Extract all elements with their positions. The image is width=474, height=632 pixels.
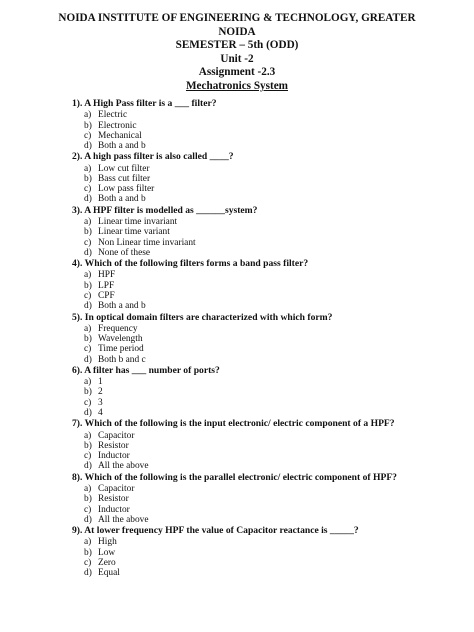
subject-title: Mechatronics System: [185, 79, 288, 92]
option-item: [72, 515, 472, 525]
option-list: [72, 110, 472, 151]
option-list: [72, 217, 472, 258]
option-item: [72, 194, 472, 204]
option-item: [72, 164, 472, 174]
option-letter: c): [84, 290, 92, 301]
option-text: Bass cut filter: [98, 173, 151, 184]
option-item: [72, 248, 472, 258]
option-list: [72, 484, 472, 525]
option-item: [72, 568, 472, 578]
option-item: [72, 291, 472, 301]
option-item: [72, 184, 472, 194]
option-text: Both a and b: [98, 194, 146, 205]
question-text: 4). Which of the following filters forms a band pass filter?: [72, 258, 309, 270]
option-text: 3: [98, 397, 103, 408]
option-list: [72, 431, 472, 472]
option-letter: c): [84, 504, 92, 515]
assignment-line: Assignment -2.3: [198, 66, 276, 79]
option-letter: d): [84, 194, 92, 205]
option-letter: b): [84, 173, 92, 184]
question-block: [72, 98, 472, 151]
question-block: [72, 151, 472, 204]
option-text: None of these: [98, 247, 151, 258]
question-text: 3). A HPF filter is modelled as ______system?: [72, 204, 258, 216]
question-block: [72, 525, 472, 578]
option-item: [72, 324, 472, 334]
question-text: 5). In optical domain filters are characterized with which form?: [72, 311, 333, 323]
option-text: LPF: [98, 280, 115, 291]
option-item: [72, 548, 472, 558]
option-item: [72, 121, 472, 131]
option-text: Resistor: [98, 494, 129, 505]
option-letter: d): [84, 354, 92, 365]
option-list: [72, 270, 472, 311]
option-item: [72, 558, 472, 568]
option-text: Low cut filter: [98, 163, 150, 174]
option-list: [72, 377, 472, 418]
option-item: [72, 431, 472, 441]
option-text: Both b and c: [98, 354, 146, 365]
option-item: [72, 408, 472, 418]
option-letter: c): [84, 184, 92, 195]
option-text: CPF: [98, 290, 115, 301]
option-text: Capacitor: [98, 430, 135, 441]
option-text: Non Linear time invariant: [98, 237, 196, 248]
question-block: [72, 472, 472, 525]
option-letter: c): [84, 451, 92, 462]
option-letter: b): [84, 387, 92, 398]
option-item: [72, 451, 472, 461]
option-item: [72, 217, 472, 227]
option-text: Both a and b: [98, 141, 146, 152]
option-letter: b): [84, 120, 92, 131]
option-text: Frequency: [98, 323, 138, 334]
option-text: 4: [98, 408, 103, 419]
option-letter: d): [84, 514, 92, 525]
question-block: [72, 365, 472, 418]
option-item: [72, 441, 472, 451]
option-text: All the above: [98, 461, 149, 472]
option-item: [72, 355, 472, 365]
option-item: [72, 110, 472, 120]
option-text: Capacitor: [98, 483, 135, 494]
document-header: [0, 12, 474, 94]
option-text: All the above: [98, 514, 149, 525]
option-text: Electric: [98, 110, 128, 121]
question-list: [72, 98, 472, 579]
option-text: Mechanical: [98, 130, 142, 141]
option-letter: a): [84, 537, 92, 548]
semester-line: SEMESTER – 5th (ODD): [175, 39, 299, 52]
option-item: [72, 398, 472, 408]
option-letter: d): [84, 247, 92, 258]
question-block: [72, 258, 472, 311]
option-text: HPF: [98, 270, 116, 281]
question-text: 7). Which of the following is the input electronic/ electric component of a HPF?: [72, 418, 395, 430]
question-block: [72, 205, 472, 258]
option-letter: d): [84, 141, 92, 152]
option-item: [72, 505, 472, 515]
question-text: 1). A High Pass filter is a ___ filter?: [72, 98, 217, 109]
institute-name: NOIDA INSTITUTE OF ENGINEERING & TECHNOLOGY, GREATER: [58, 12, 416, 24]
option-text: Linear time invariant: [98, 216, 178, 227]
option-item: [72, 301, 472, 311]
question-text: 8). Which of the following is the parallel electronic/ electric component of HPF?: [72, 471, 397, 483]
option-item: [72, 227, 472, 237]
option-letter: b): [84, 440, 92, 451]
option-item: [72, 131, 472, 141]
option-item: [72, 281, 472, 291]
unit-line: Unit -2: [220, 52, 254, 65]
question-block: [72, 418, 472, 471]
option-text: Low pass filter: [98, 184, 155, 195]
option-letter: d): [84, 461, 92, 472]
option-letter: a): [84, 270, 92, 281]
option-text: High: [98, 537, 117, 548]
option-item: [72, 387, 472, 397]
option-letter: a): [84, 430, 92, 441]
option-letter: b): [84, 494, 92, 505]
option-text: Resistor: [98, 440, 129, 451]
option-letter: b): [84, 280, 92, 291]
option-letter: a): [84, 377, 92, 388]
option-letter: a): [84, 163, 92, 174]
option-text: 2: [98, 387, 103, 398]
question-text: 6). A filter has ___ number of ports?: [72, 364, 220, 376]
option-letter: a): [84, 483, 92, 494]
option-text: Linear time variant: [98, 227, 170, 238]
option-list: [72, 537, 472, 578]
option-letter: a): [84, 323, 92, 334]
option-letter: c): [84, 344, 92, 355]
option-text: Low: [98, 547, 116, 558]
option-letter: a): [84, 216, 92, 227]
option-text: Equal: [98, 568, 120, 579]
option-text: Inductor: [98, 451, 130, 462]
option-letter: d): [84, 301, 92, 312]
option-item: [72, 537, 472, 547]
option-letter: c): [84, 237, 92, 248]
option-text: Time period: [98, 344, 144, 355]
option-letter: b): [84, 334, 92, 345]
option-item: [72, 174, 472, 184]
institute-city: NOIDA: [218, 25, 256, 38]
option-item: [72, 238, 472, 248]
option-letter: c): [84, 397, 92, 408]
option-letter: b): [84, 227, 92, 238]
option-letter: d): [84, 408, 92, 419]
option-letter: b): [84, 547, 92, 558]
question-text: 2). A high pass filter is also called ____?: [72, 151, 234, 163]
option-list: [72, 324, 472, 365]
option-item: [72, 484, 472, 494]
question-block: [72, 312, 472, 365]
option-item: [72, 141, 472, 151]
option-text: Inductor: [98, 504, 130, 515]
option-text: Zero: [98, 557, 116, 568]
option-text: Both a and b: [98, 301, 146, 312]
question-text: 9). At lower frequency HPF the value of Capacitor reactance is _____?: [72, 525, 359, 537]
option-letter: d): [84, 568, 92, 579]
option-item: [72, 461, 472, 471]
option-item: [72, 270, 472, 280]
option-item: [72, 377, 472, 387]
option-item: [72, 334, 472, 344]
option-text: Wavelength: [98, 334, 143, 345]
option-text: Electronic: [98, 120, 137, 131]
option-text: 1: [98, 377, 103, 388]
option-item: [72, 344, 472, 354]
option-letter: a): [84, 110, 92, 121]
option-letter: c): [84, 130, 92, 141]
option-list: [72, 164, 472, 205]
option-letter: c): [84, 557, 92, 568]
option-item: [72, 494, 472, 504]
